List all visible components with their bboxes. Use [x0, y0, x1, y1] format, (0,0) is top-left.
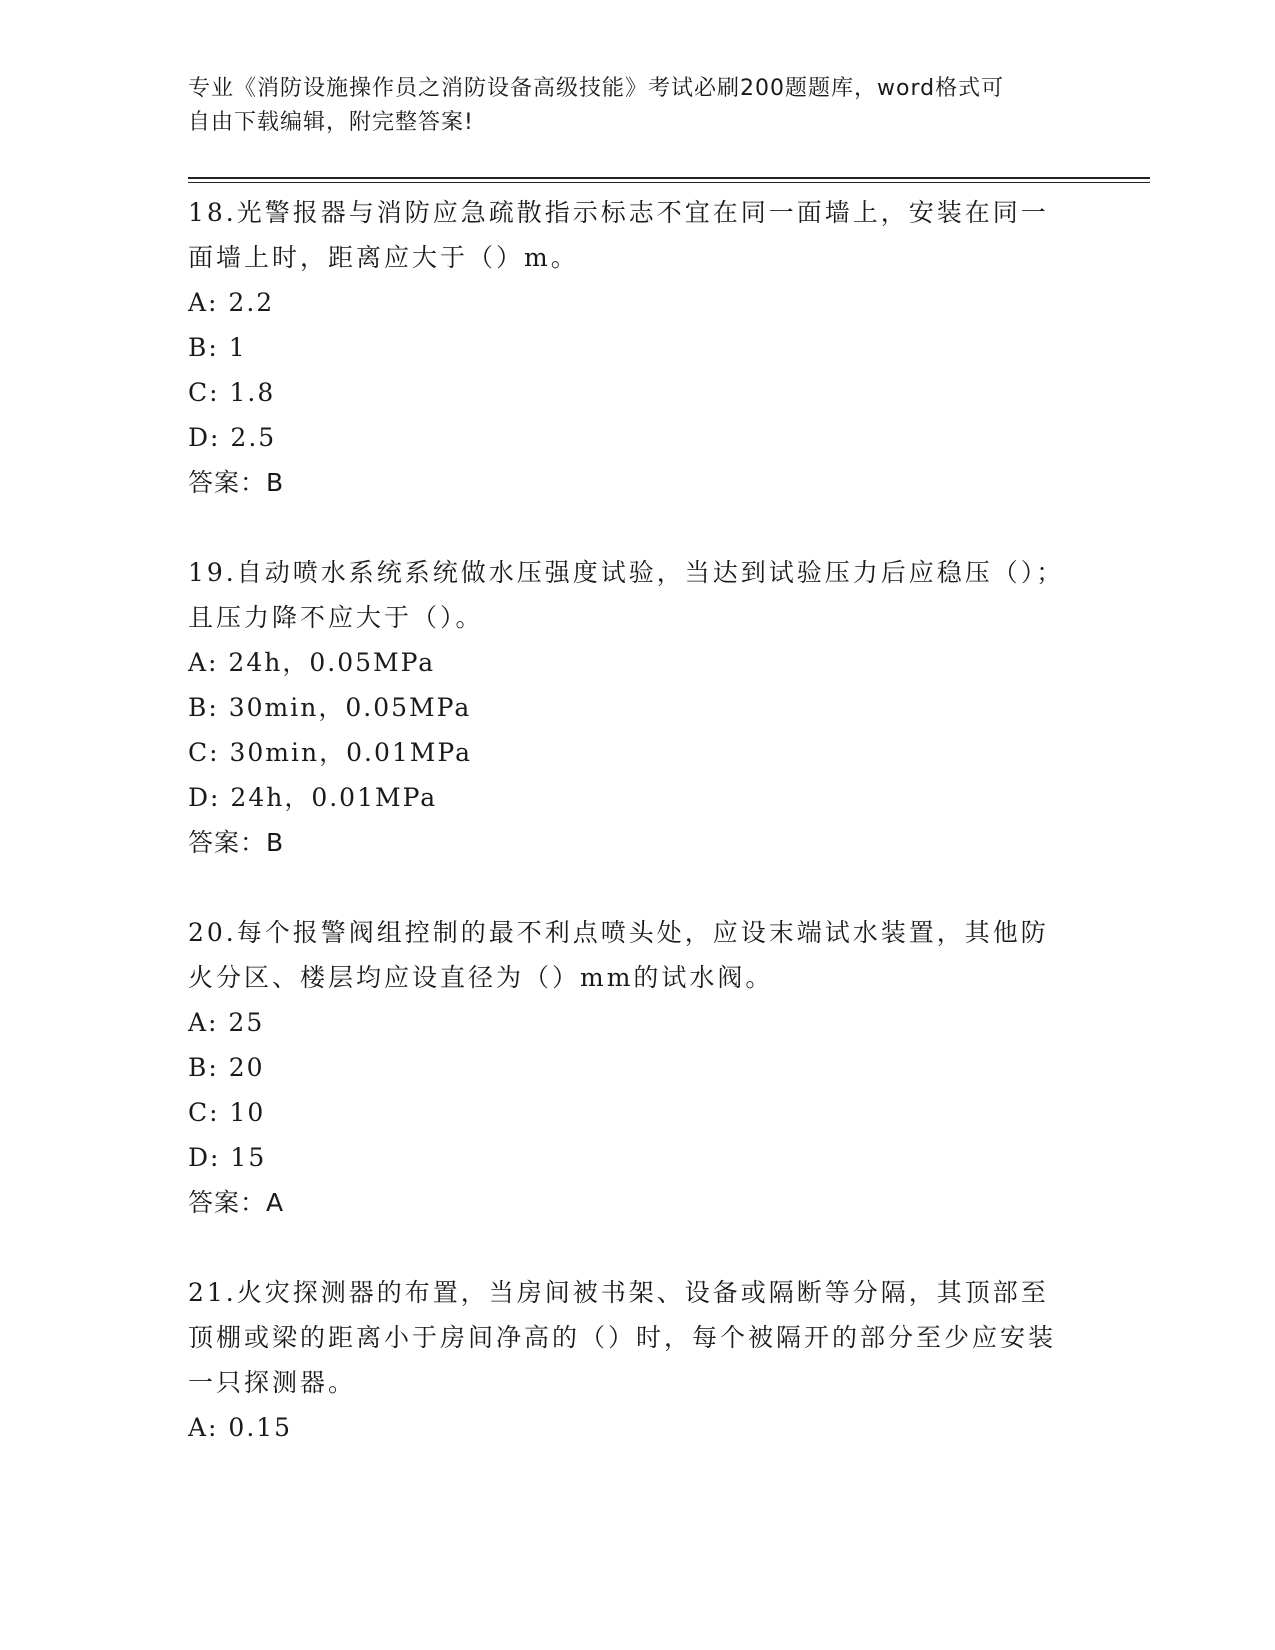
header-divider-thick: [188, 177, 1150, 179]
option-d: D: 15: [188, 1143, 267, 1172]
option-a: A: 25: [188, 1008, 265, 1037]
header-line-2: 自由下载编辑，附完整答案!: [188, 110, 474, 135]
question-stem: 21.火灾探测器的布置，当房间被书架、设备或隔断等分隔，其顶部至顶棚或梁的距离小于房间净高的（）时，每个被隔开的部分至少应安装一只探测器。: [188, 1278, 1057, 1397]
question-18: [188, 190, 1088, 505]
question-stem: 18.光警报器与消防应急疏散指示标志不宜在同一面墙上，安装在同一面墙上时，距离应大于（）m。: [188, 198, 1049, 272]
answer-line: 答案：B: [188, 828, 285, 857]
option-a: A: 0.15: [188, 1413, 293, 1442]
option-b: B: 30min，0.05MPa: [188, 693, 472, 722]
question-20: [188, 910, 1088, 1225]
option-a: A: 24h，0.05MPa: [188, 648, 436, 677]
option-a: A: 2.2: [188, 288, 275, 317]
option-b: B: 20: [188, 1053, 265, 1082]
question-stem: 20.每个报警阀组控制的最不利点喷头处，应设末端试水装置，其他防火分区、楼层均应设直径为（）mm的试水阀。: [188, 918, 1049, 992]
question-list: [188, 190, 1088, 1495]
option-b: B: 1: [188, 333, 247, 362]
header-divider-thin: [188, 182, 1150, 183]
question-21: [188, 1270, 1088, 1450]
option-d: D: 24h，0.01MPa: [188, 783, 438, 812]
answer-line: 答案：B: [188, 468, 285, 497]
option-c: C: 30min，0.01MPa: [188, 738, 472, 767]
header-line-1: 专业《消防设施操作员之消防设备高级技能》考试必刷200题题库，word格式可: [188, 76, 1005, 101]
question-stem: 19.自动喷水系统系统做水压强度试验，当达到试验压力后应稳压（）；且压力降不应大于（）。: [188, 558, 1065, 632]
option-c: C: 10: [188, 1098, 266, 1127]
answer-line: 答案：A: [188, 1188, 285, 1217]
question-19: [188, 550, 1088, 865]
option-c: C: 1.8: [188, 378, 276, 407]
option-d: D: 2.5: [188, 423, 277, 452]
document-header: [188, 72, 1068, 140]
